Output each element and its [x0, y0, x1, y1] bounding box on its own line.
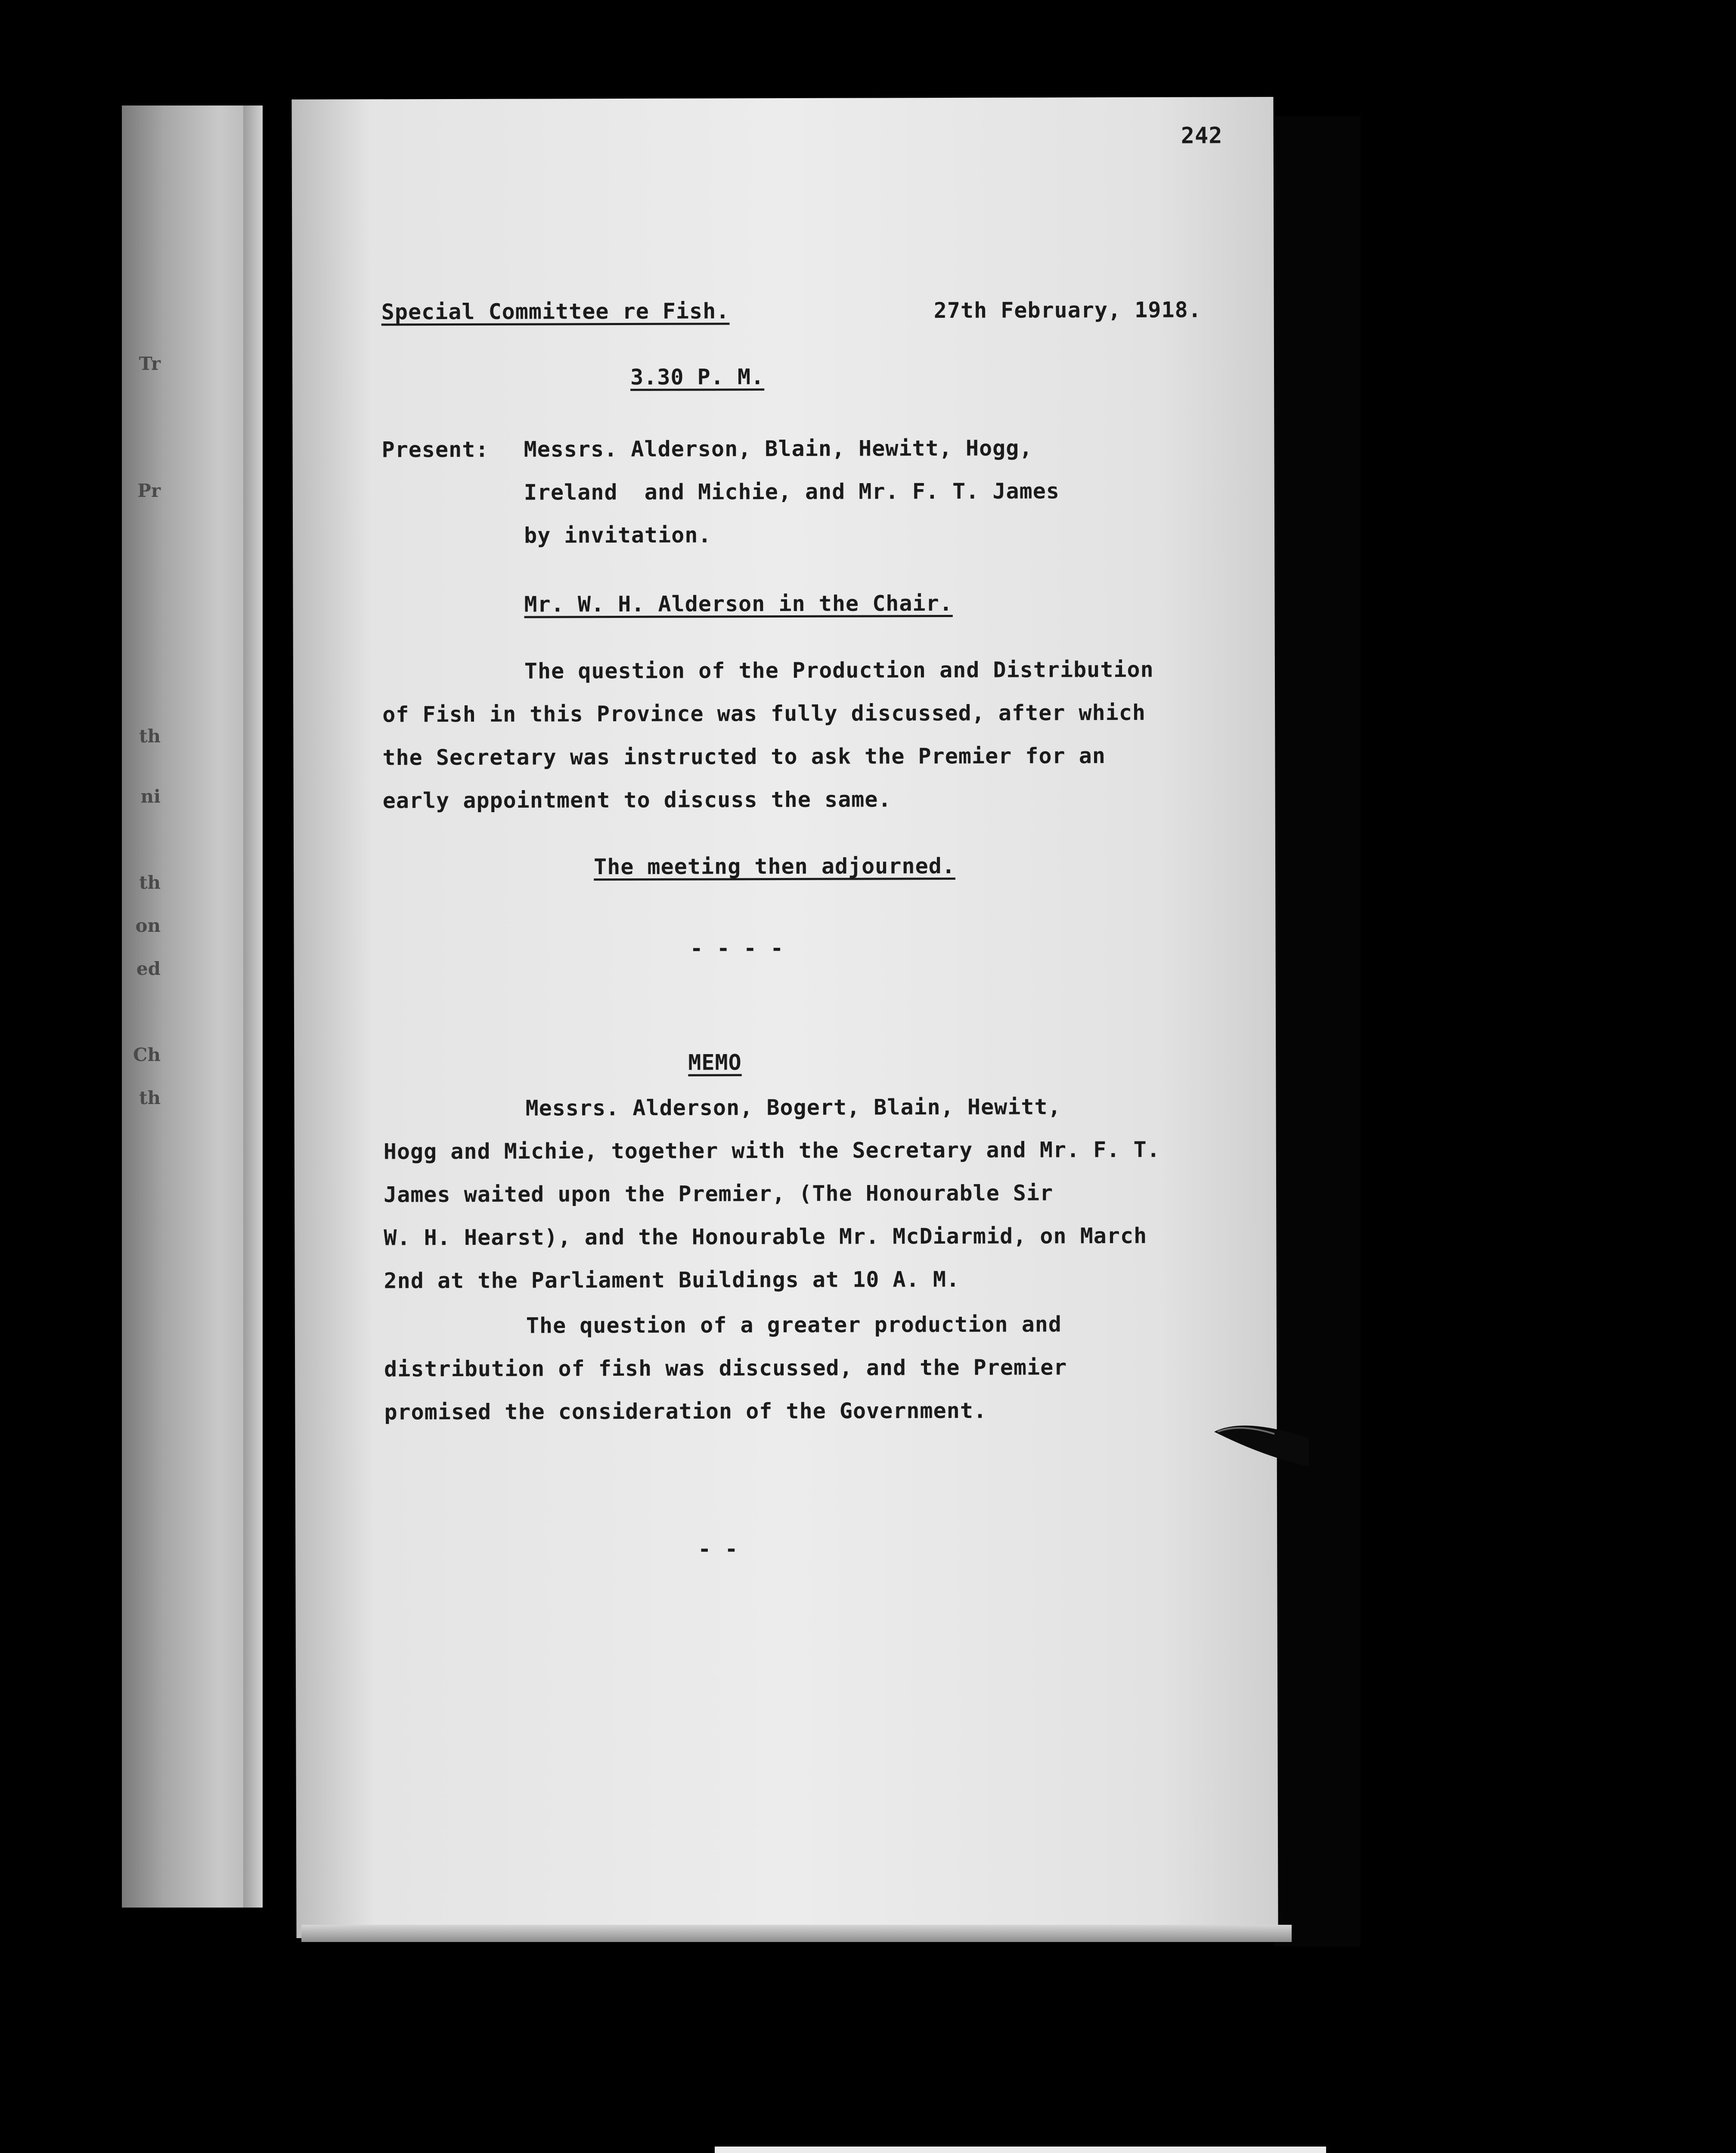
- memo-line: Hogg and Michie, together with the Secretary and Mr. F. T.: [383, 1137, 1160, 1164]
- memo-line: Messrs. Alderson, Bogert, Blain, Hewitt,: [525, 1094, 1061, 1121]
- minute-book-page: [291, 97, 1278, 1938]
- left-page-fragment: Ch: [133, 1044, 161, 1065]
- memo-line: distribution of fish was discussed, and the Premier: [384, 1355, 1067, 1382]
- body-line: the Secretary was instructed to ask the Premier for an: [382, 743, 1106, 770]
- left-page-fragment: ed: [136, 958, 161, 979]
- end-mark: - -: [698, 1536, 738, 1562]
- present-line: Ireland and Michie, and Mr. F. T. James: [524, 478, 1060, 505]
- left-page-fragment: th: [139, 872, 161, 893]
- binding-shadow: [1274, 116, 1361, 1946]
- archive-citation-label: [715, 2147, 1326, 2153]
- memo-line: promised the consideration of the Government.: [384, 1398, 987, 1425]
- meeting-time: 3.30 P. M.: [630, 364, 765, 390]
- body-line: The question of the Production and Distribution: [524, 657, 1154, 684]
- left-facing-page: [122, 105, 262, 1908]
- left-page-fragment: Pr: [137, 480, 161, 501]
- memo-line: 2nd at the Parliament Buildings at 10 A. M.: [384, 1266, 960, 1294]
- left-page-edge: [243, 105, 263, 1908]
- page-number: 242: [1181, 123, 1223, 149]
- left-page-fragment: Tr: [139, 353, 161, 374]
- adjourned-line: The meeting then adjourned.: [594, 853, 955, 880]
- memo-line: The question of a greater production and: [526, 1312, 1062, 1338]
- left-page-fragment: ni: [140, 786, 161, 807]
- heading-committee: Special Committee re Fish.: [381, 298, 730, 325]
- chair-line: Mr. W. H. Alderson in the Chair.: [524, 590, 953, 617]
- left-page-fragment: th: [139, 1087, 161, 1108]
- left-page-fragment: on: [135, 915, 161, 936]
- present-line: Messrs. Alderson, Blain, Hewitt, Hogg,: [524, 435, 1033, 462]
- body-line: of Fish in this Province was fully discussed, after which: [382, 700, 1146, 727]
- present-label: Present:: [381, 437, 489, 462]
- left-page-fragment: th: [139, 726, 161, 747]
- page-bottom-edge: [301, 1925, 1292, 1942]
- body-line: early appointment to discuss the same.: [382, 787, 892, 813]
- memo-line: W. H. Hearst), and the Honourable Mr. McDiarmid, on March: [384, 1223, 1147, 1250]
- separator: - - - -: [690, 936, 784, 961]
- memo-line: James waited upon the Premier, (The Honourable Sir: [383, 1180, 1054, 1207]
- heading-date: 27th February, 1918.: [933, 297, 1202, 323]
- pen-tip-icon: [1214, 1419, 1309, 1466]
- memo-title: MEMO: [688, 1050, 742, 1075]
- present-line: by invitation.: [524, 522, 712, 548]
